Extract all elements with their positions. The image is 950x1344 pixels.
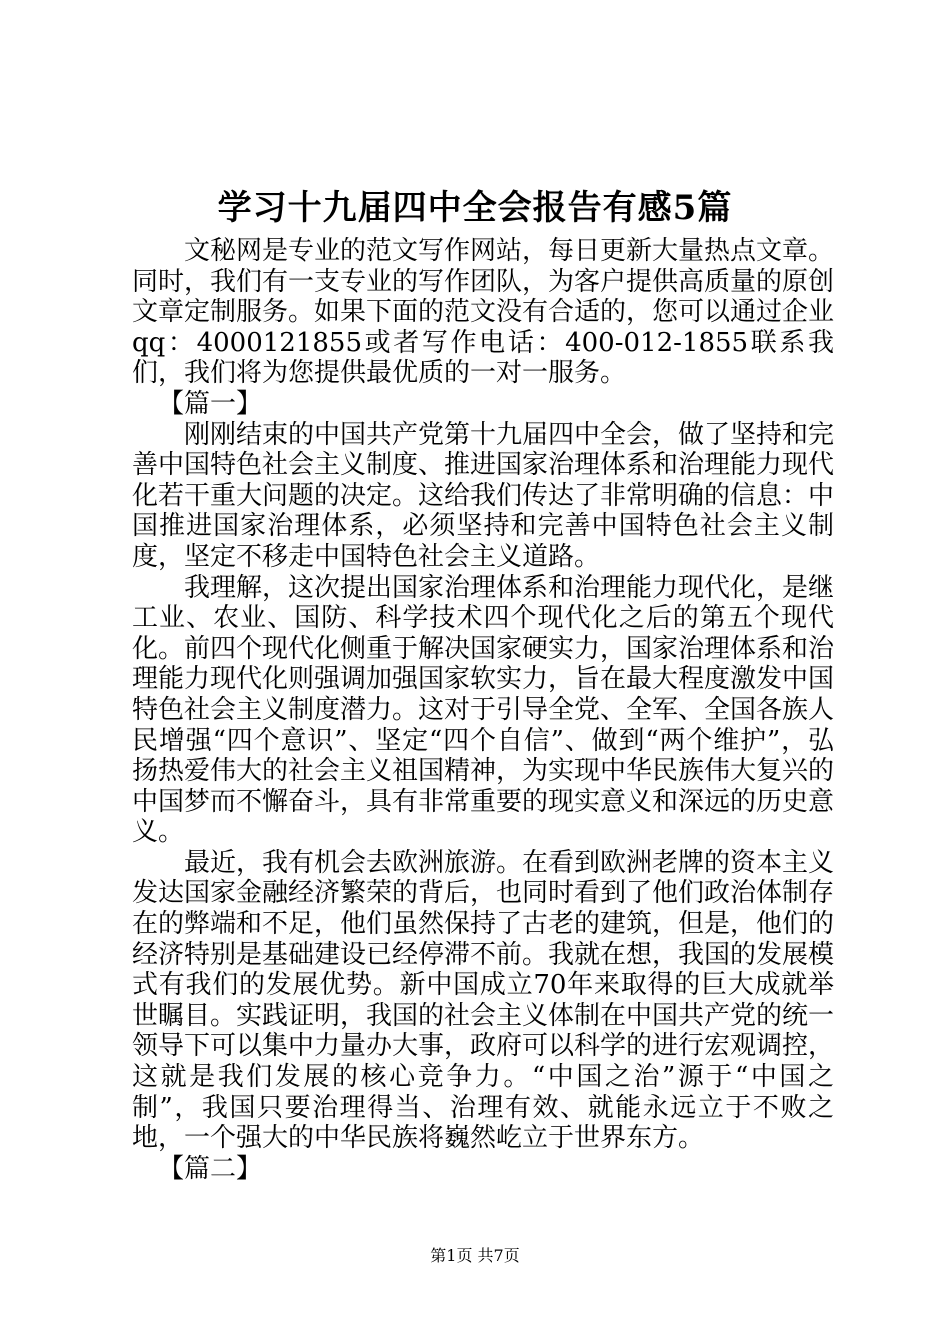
page-number: 第1页 共7页: [430, 1246, 520, 1265]
section-heading-1: 【篇一】: [158, 388, 263, 419]
body-paragraph: 最近，我有机会去欧洲旅游。在看到欧洲老牌的资本主义发达国家金融经济繁荣的背后，也同时看到了他们政治体制存在的弊端和不足，他们虽然保持了古老的建筑，但是，他们的经济特别是基础建设已经停滞不前。我就在想，我国的发展模式有我们的发展优势。新中国成立70年来取得的巨大成就举世瞩目。实践证明，我国的社会主义体制在中国共产党的统一领导下可以集中力量办大事，政府可以科学的进行宏观调控，这就是我们发展的核心竞争力。“中国之治”源于“中国之制”，我国只要治理得当、治理有效、就能永远立于不败之地，一个强大的中华民族将巍然屹立于世界东方。: [132, 847, 835, 1154]
body-paragraph: 我理解，这次提出国家治理体系和治理能力现代化，是继工业、农业、国防、科学技术四个现代化之后的第五个现代化。前四个现代化侧重于解决国家硬实力，国家治理体系和治理能力现代化则强调加强国家软实力，旨在最大程度激发中国特色社会主义制度潜力。这对于引导全党、全军、全国各族人民增强“四个意识”、坚定“四个自信”、做到“两个维护”，弘扬热爱伟大的社会主义祖国精神，为实现中华民族伟大复兴的中国梦而不懈奋斗，具有非常重要的现实意义和深远的历史意义。: [132, 572, 835, 848]
section-heading-2: 【篇二】: [158, 1153, 263, 1184]
intro-paragraph: 文秘网是专业的范文写作网站，每日更新大量热点文章。同时，我们有一支专业的写作团队，为客户提供高质量的原创文章定制服务。如果下面的范文没有合适的，您可以通过企业qq：4000121855或者写作电话：400-012-1855联系我们，我们将为您提供最优质的一对一服务。: [132, 236, 835, 389]
page-title: 学习十九届四中全会报告有感5篇: [217, 188, 733, 228]
body-paragraph: 刚刚结束的中国共产党第十九届四中全会，做了坚持和完善中国特色社会主义制度、推进国家治理体系和治理能力现代化若干重大问题的决定。这给我们传达了非常明确的信息：中国推进国家治理体系，必须坚持和完善中国特色社会主义制度，坚定不移走中国特色社会主义道路。: [132, 419, 835, 572]
document-body: [132, 236, 834, 1184]
